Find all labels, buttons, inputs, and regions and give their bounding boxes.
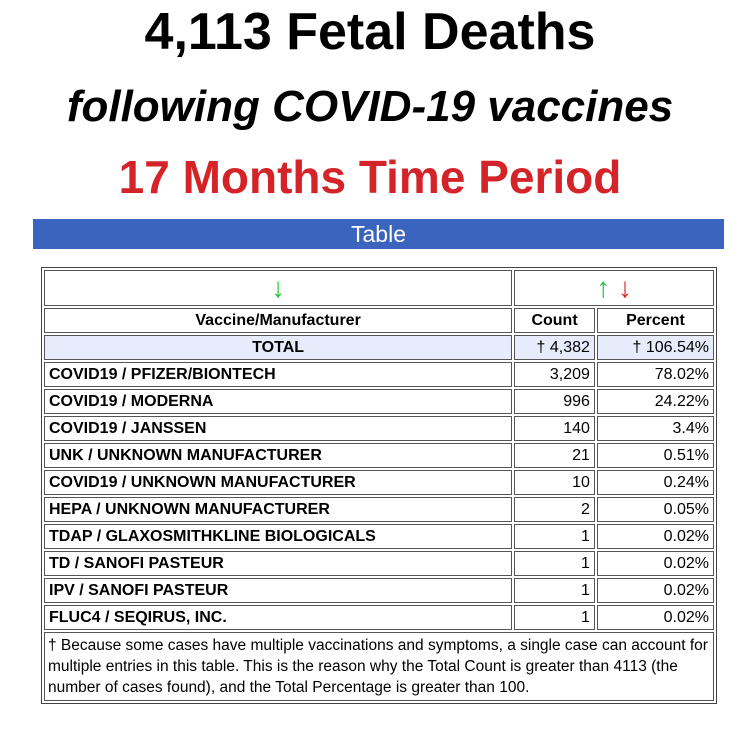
- vaccine-count: 1: [514, 551, 595, 576]
- table-banner: Table: [33, 219, 724, 249]
- total-count: † 4,382: [514, 335, 595, 360]
- vaccine-percent: 3.4%: [597, 416, 714, 441]
- vaccine-name: COVID19 / MODERNA: [44, 389, 512, 414]
- vaccine-percent: 0.02%: [597, 524, 714, 549]
- vaccine-count: 996: [514, 389, 595, 414]
- vaccine-percent: 78.02%: [597, 362, 714, 387]
- table-row: [44, 362, 714, 387]
- vaccine-name: UNK / UNKNOWN MANUFACTURER: [44, 443, 512, 468]
- table-row: [44, 497, 714, 522]
- column-header-vaccine: Vaccine/Manufacturer: [44, 308, 512, 333]
- header-row: [44, 308, 714, 333]
- vaccine-name: TDAP / GLAXOSMITHKLINE BIOLOGICALS: [44, 524, 512, 549]
- vaccine-count: 2: [514, 497, 595, 522]
- total-label: TOTAL: [44, 335, 512, 360]
- vaccine-count: 1: [514, 578, 595, 603]
- vaccine-count: 3,209: [514, 362, 595, 387]
- total-percent: † 106.54%: [597, 335, 714, 360]
- arrow-down-icon[interactable]: ↓: [617, 272, 632, 303]
- headline-time-period: 17 Months Time Period: [118, 151, 622, 203]
- arrow-down-icon[interactable]: ↓: [271, 272, 286, 303]
- headline-title: 4,113 Fetal Deaths: [144, 3, 596, 61]
- sort-count-cell: [514, 270, 714, 306]
- table-row: [44, 389, 714, 414]
- vaccine-name: COVID19 / UNKNOWN MANUFACTURER: [44, 470, 512, 495]
- vaccine-percent: 24.22%: [597, 389, 714, 414]
- vaccine-count: 21: [514, 443, 595, 468]
- vaccine-percent: 0.02%: [597, 551, 714, 576]
- table-row: [44, 578, 714, 603]
- table-row: [44, 551, 714, 576]
- table-row: [44, 416, 714, 441]
- vaccine-name: COVID19 / PFIZER/BIONTECH: [44, 362, 512, 387]
- vaccine-count: 140: [514, 416, 595, 441]
- footnote-text: † Because some cases have multiple vaccinations and symptoms, a single case can account for multiple entries in this table. This is the reason why the Total Count is greater than 4113 (the number of cases found), and the Total Percentage is greater than 100.: [44, 632, 714, 701]
- sort-name-cell[interactable]: [44, 270, 512, 306]
- headline-subtitle: following COVID-19 vaccines: [66, 82, 674, 131]
- total-row: [44, 335, 714, 360]
- table-row: [44, 443, 714, 468]
- vaccine-name: FLUC4 / SEQIRUS, INC.: [44, 605, 512, 630]
- results-table: [42, 268, 716, 703]
- column-header-percent: Percent: [597, 308, 714, 333]
- vaccine-name: TD / SANOFI PASTEUR: [44, 551, 512, 576]
- vaccine-count: 1: [514, 524, 595, 549]
- sort-arrow-row: [44, 270, 714, 306]
- vaccine-percent: 0.24%: [597, 470, 714, 495]
- table-row: [44, 605, 714, 630]
- column-header-count: Count: [514, 308, 595, 333]
- vaccine-count: 10: [514, 470, 595, 495]
- vaccine-percent: 0.05%: [597, 497, 714, 522]
- vaccine-percent: 0.51%: [597, 443, 714, 468]
- vaccine-percent: 0.02%: [597, 578, 714, 603]
- table-row: [44, 470, 714, 495]
- vaccine-name: HEPA / UNKNOWN MANUFACTURER: [44, 497, 512, 522]
- arrow-up-icon[interactable]: ↑: [596, 272, 611, 303]
- results-table-container: [41, 267, 717, 704]
- vaccine-percent: 0.02%: [597, 605, 714, 630]
- vaccine-name: IPV / SANOFI PASTEUR: [44, 578, 512, 603]
- footnote-row: [44, 632, 714, 701]
- vaccine-count: 1: [514, 605, 595, 630]
- vaccine-name: COVID19 / JANSSEN: [44, 416, 512, 441]
- table-row: [44, 524, 714, 549]
